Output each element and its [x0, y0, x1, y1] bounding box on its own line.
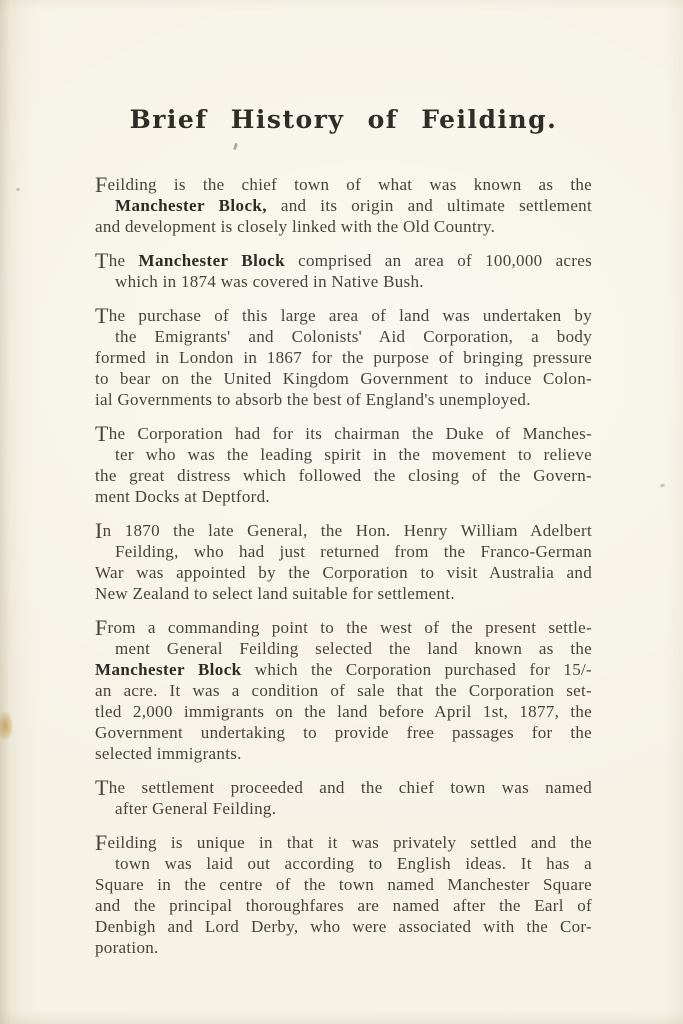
- text-segment: ment Docks at Deptford.: [95, 487, 270, 506]
- text-segment: to bear on the United Kingdom Government to induce Colon-: [95, 369, 592, 388]
- text-line: [95, 680, 592, 701]
- text-line: [95, 562, 592, 583]
- text-line: Feilding is unique in that it was privately settled and the: [95, 830, 592, 855]
- text-segment: poration.: [95, 938, 159, 957]
- text-segment: he settlement proceeded and the chief town was named: [108, 778, 592, 797]
- text-line: [95, 743, 592, 764]
- text-segment: which the Corporation purchased for 15/-: [241, 660, 592, 679]
- text-segment: an acre. It was a condition of sale that the Corporation set-: [95, 681, 592, 700]
- paragraph: [95, 520, 592, 604]
- text-line: [95, 216, 592, 237]
- text-line: [95, 444, 592, 465]
- text-line: [95, 798, 592, 819]
- paragraphs: [95, 174, 592, 958]
- paragraph: [95, 777, 592, 819]
- text-segment: Feilding, who had just returned from the Franco-German: [115, 542, 592, 561]
- paper-speck: [16, 188, 20, 191]
- text-segment: rom a commanding point to the west of the present settle-: [107, 618, 592, 637]
- text-line: The settlement proceeded and the chief town was named: [95, 775, 592, 800]
- text-segment: ter who was the leading spirit in the movement to relieve: [115, 445, 592, 464]
- text-segment: War was appointed by the Corporation to visit Australia and: [95, 563, 592, 582]
- text-segment: the Emigrants' and Colonists' Aid Corporation, a body: [115, 327, 592, 346]
- text-segment: n 1870 the late General, the Hon. Henry William Adelbert: [102, 521, 592, 540]
- paragraph: [95, 250, 592, 292]
- paper-smudge: [0, 706, 16, 746]
- paragraph: [95, 617, 592, 764]
- text-line: [95, 937, 592, 958]
- paper-speck: [658, 482, 668, 489]
- text-line: [95, 347, 592, 368]
- text-segment: he: [108, 251, 139, 270]
- text-segment: ment General Feilding selected the land known as the: [115, 639, 592, 658]
- page-title: Brief History of Feilding.: [129, 105, 558, 134]
- bold-text: Manchester Block,: [115, 196, 267, 215]
- text-line: In 1870 the late General, the Hon. Henry William Adelbert: [95, 518, 592, 543]
- text-segment: selected immigrants.: [95, 744, 242, 763]
- text-line: [95, 874, 592, 895]
- bold-text: Manchester Block: [138, 251, 285, 270]
- text-line: [95, 486, 592, 507]
- text-line: [95, 853, 592, 874]
- paragraph: [95, 832, 592, 958]
- paragraph: [95, 423, 592, 507]
- text-line: [95, 389, 592, 410]
- text-segment: tled 2,000 immigrants on the land before April 1st, 1877, the: [95, 702, 592, 721]
- text-line: From a commanding point to the west of the present settle-: [95, 615, 592, 640]
- text-line: [95, 916, 592, 937]
- text-segment: ial Governments to absorb the best of England's unemployed.: [95, 390, 531, 409]
- text-segment: which in 1874 was covered in Native Bush.: [115, 272, 424, 291]
- text-segment: and its origin and ultimate settlement: [266, 196, 592, 215]
- text-segment: and the principal thoroughfares are named after the Earl of: [95, 896, 592, 915]
- text-line: The purchase of this large area of land was undertaken by: [95, 303, 592, 328]
- text-line: [95, 722, 592, 743]
- paragraph: [95, 305, 592, 410]
- text-segment: he Corporation had for its chairman the Duke of Manches-: [108, 424, 592, 443]
- text-line: [95, 701, 592, 722]
- text-segment: eilding is unique in that it was privately settled and the: [107, 833, 592, 852]
- text-line: [95, 895, 592, 916]
- text-segment: town was laid out according to English ideas. It has a: [115, 854, 592, 873]
- text-segment: Square in the centre of the town named Manchester Square: [95, 875, 592, 894]
- text-line: [95, 195, 592, 216]
- text-line: Feilding is the chief town of what was known as the: [95, 172, 592, 197]
- text-line: [95, 465, 592, 486]
- text-segment: comprised an area of 100,000 acres: [284, 251, 593, 270]
- paragraph: [95, 174, 592, 237]
- text-line: The Manchester Block comprised an area of 100,000 acres: [95, 248, 593, 273]
- text-segment: eilding is the chief town of what was known as the: [107, 175, 592, 194]
- text-segment: and development is closely linked with the Old Country.: [95, 217, 496, 236]
- text-segment: Denbigh and Lord Derby, who were associated with the Cor-: [95, 917, 592, 936]
- text-segment: Government undertaking to provide free passages for the: [95, 723, 592, 742]
- text-segment: formed in London in 1867 for the purpose of bringing pressure: [95, 348, 592, 367]
- text-segment: after General Feilding.: [115, 799, 277, 818]
- text-line: [95, 326, 592, 347]
- text-line: The Corporation had for its chairman the Duke of Manches-: [95, 421, 592, 446]
- text-segment: New Zealand to select land suitable for settlement.: [95, 584, 455, 603]
- text-line: [95, 368, 592, 389]
- text-line: [95, 583, 592, 604]
- text-line: [95, 271, 592, 292]
- text-line: [95, 541, 592, 562]
- text-line: [95, 638, 592, 659]
- text-line: [95, 659, 592, 680]
- bold-text: Manchester Block: [95, 660, 242, 679]
- page-content: [95, 0, 592, 971]
- text-segment: he purchase of this large area of land was undertaken by: [108, 306, 592, 325]
- text-segment: the great distress which followed the closing of the Govern-: [95, 466, 592, 485]
